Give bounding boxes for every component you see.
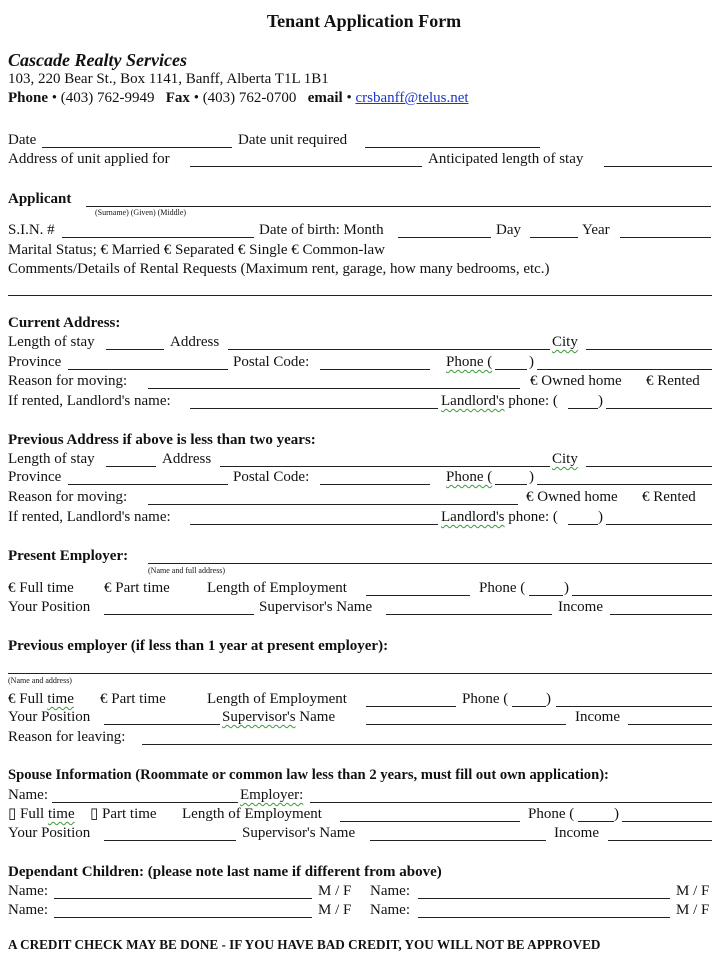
comments-label: Comments/Details of Rental Requests (Maximum rent, garage, how many bedrooms, etc.) <box>8 261 550 277</box>
spouse-income-label: Income <box>554 825 599 841</box>
current-landlord-phone-close: ) <box>598 393 603 409</box>
prev-employer-phone-label: Phone ( <box>462 691 509 707</box>
employer-length-field[interactable] <box>366 595 470 596</box>
child-2-name-field[interactable] <box>418 898 670 899</box>
prev-employer-reason-field[interactable] <box>142 744 712 745</box>
previous-city-label: City <box>552 451 578 467</box>
length-stay-field[interactable] <box>604 166 712 167</box>
address-unit-field[interactable] <box>190 166 422 167</box>
employer-full-time[interactable]: € Full time <box>8 580 74 596</box>
previous-phone-field[interactable] <box>537 484 712 485</box>
current-landlord-phone-field[interactable] <box>606 408 712 409</box>
employer-name-field[interactable] <box>148 563 712 564</box>
spouse-position-label: Your Position <box>8 825 91 841</box>
page-title: Tenant Application Form <box>266 11 462 31</box>
spouse-supervisor-field[interactable] <box>370 840 546 841</box>
child-3-name-label: Name: <box>8 902 48 918</box>
email-link[interactable]: crsbanff@telus.net <box>355 90 469 106</box>
spouse-employer-field[interactable] <box>310 802 712 803</box>
child-2-gender[interactable]: M / F <box>676 883 710 899</box>
employer-supervisor-label: Supervisor's Name <box>259 599 373 615</box>
dob-day-field[interactable] <box>530 237 578 238</box>
prev-employer-name-field[interactable] <box>8 673 712 674</box>
prev-employer-length-label: Length of Employment <box>207 691 347 707</box>
credit-check-notice: A CREDIT CHECK MAY BE DONE - IF YOU HAVE BAD CREDIT, YOU WILL NOT BE APPROVED <box>8 937 601 952</box>
current-city-label: City <box>552 334 578 350</box>
company-address: 103, 220 Bear St., Box 1141, Banff, Alberta T1L 1B1 <box>8 71 329 87</box>
spouse-heading: Spouse Information (Roommate or common law less than 2 years, must fill out own application): <box>8 767 609 783</box>
comments-field[interactable] <box>8 295 712 296</box>
dob-month-label: Date of birth: Month <box>259 222 384 238</box>
spouse-phone-area[interactable] <box>578 821 614 822</box>
applicant-name-field[interactable] <box>86 206 711 207</box>
previous-rented-option[interactable]: € Rented <box>642 489 696 505</box>
previous-reason-field[interactable] <box>148 504 518 505</box>
previous-landlord-phone-label: Landlord's phone: ( <box>441 509 558 525</box>
fax-label: Fax <box>165 90 190 106</box>
previous-length-field[interactable] <box>106 466 156 467</box>
sin-label: S.I.N. # <box>8 222 55 238</box>
prev-employer-income-label: Income <box>575 709 620 725</box>
prev-employer-hint: (Name and address) <box>8 676 72 685</box>
applicant-name-hint: (Surname) (Given) (Middle) <box>95 208 187 217</box>
previous-address-field[interactable] <box>220 466 550 467</box>
company-contact <box>8 91 469 106</box>
employer-phone-area[interactable] <box>529 595 563 596</box>
current-phone-field[interactable] <box>537 369 712 370</box>
current-phone-close: ) <box>529 354 534 370</box>
employer-position-label: Your Position <box>8 599 91 615</box>
previous-phone-area[interactable] <box>495 484 527 485</box>
previous-owned-option[interactable]: € Owned home <box>526 489 618 505</box>
employer-income-field[interactable] <box>610 614 712 615</box>
current-phone-area[interactable] <box>495 369 527 370</box>
date-field[interactable] <box>42 147 232 148</box>
current-reason-label: Reason for moving: <box>8 373 128 389</box>
current-landlord-phone-label: Landlord's phone: ( <box>441 393 558 409</box>
spouse-length-field[interactable] <box>340 821 520 822</box>
previous-phone-label: Phone ( <box>446 469 493 485</box>
child-1-name-field[interactable] <box>54 898 312 899</box>
prev-employer-heading: Previous employer (if less than 1 year at present employer): <box>8 638 389 654</box>
email-bullet: • <box>346 90 352 106</box>
current-reason-field[interactable] <box>148 388 520 389</box>
previous-address-heading: Previous Address if above is less than two years: <box>8 432 316 448</box>
child-4-name-label: Name: <box>370 902 410 918</box>
prev-employer-supervisor-field[interactable] <box>366 724 566 725</box>
date-unit-field[interactable] <box>365 147 540 148</box>
current-landlord-field[interactable] <box>190 408 438 409</box>
child-1-name-label: Name: <box>8 883 48 899</box>
sin-field[interactable] <box>62 237 254 238</box>
child-4-gender[interactable]: M / F <box>676 902 710 918</box>
previous-province-field[interactable] <box>68 484 228 485</box>
applicant-heading: Applicant <box>8 191 72 207</box>
child-1-gender[interactable]: M / F <box>318 883 352 899</box>
spouse-length-label: Length of Employment <box>182 806 322 822</box>
previous-length-label: Length of stay <box>8 451 95 467</box>
length-stay-label: Anticipated length of stay <box>428 151 584 167</box>
previous-landlord-phone-close: ) <box>598 509 603 525</box>
dob-year-field[interactable] <box>620 237 711 238</box>
spouse-employer-label: Employer: <box>240 787 304 803</box>
spouse-name-label: Name: <box>8 787 48 803</box>
prev-employer-reason-label: Reason for leaving: <box>8 729 126 745</box>
current-province-field[interactable] <box>68 369 228 370</box>
child-3-gender[interactable]: M / F <box>318 902 352 918</box>
spouse-part-time[interactable]: ▯ Part time <box>90 806 157 822</box>
date-unit-label: Date unit required <box>238 132 348 148</box>
current-postal-field[interactable] <box>320 369 430 370</box>
previous-landlord-phone-field[interactable] <box>606 524 712 525</box>
phone-label: Phone <box>8 90 49 106</box>
children-heading: Dependant Children: (please note last name if different from above) <box>8 864 442 880</box>
current-city-field[interactable] <box>586 349 712 350</box>
current-landlord-label: If rented, Landlord's name: <box>8 393 171 409</box>
prev-employer-full-time[interactable]: € Full time <box>8 691 74 707</box>
spouse-name-field[interactable] <box>52 802 238 803</box>
employer-heading: Present Employer: <box>8 548 129 564</box>
previous-landlord-field[interactable] <box>190 524 438 525</box>
employer-phone-label: Phone ( <box>479 580 526 596</box>
company-name: Cascade Realty Services <box>8 50 187 70</box>
dob-month-field[interactable] <box>398 237 491 238</box>
current-address-heading: Current Address: <box>8 315 121 331</box>
marital-status[interactable]: Marital Status; € Married € Separated € Single € Common-law <box>8 242 386 258</box>
employer-part-time[interactable]: € Part time <box>104 580 170 596</box>
child-3-name-field[interactable] <box>54 917 312 918</box>
child-4-name-field[interactable] <box>418 917 670 918</box>
prev-employer-length-field[interactable] <box>366 706 456 707</box>
previous-postal-label: Postal Code: <box>233 469 310 485</box>
spouse-supervisor-label: Supervisor's Name <box>242 825 356 841</box>
prev-employer-position-field[interactable] <box>104 724 220 725</box>
employer-phone-close: ) <box>564 580 569 596</box>
current-address-label: Address <box>170 334 220 350</box>
spouse-phone-close: ) <box>614 806 619 822</box>
employer-hint: (Name and full address) <box>148 566 226 575</box>
prev-employer-position-label: Your Position <box>8 709 91 725</box>
spouse-phone-field[interactable] <box>622 821 712 822</box>
previous-postal-field[interactable] <box>320 484 430 485</box>
current-phone-label: Phone ( <box>446 354 493 370</box>
prev-employer-supervisor-label: Supervisor's Name <box>222 709 336 725</box>
current-landlord-phone-area[interactable] <box>568 408 598 409</box>
previous-province-label: Province <box>8 469 62 485</box>
prev-employer-income-field[interactable] <box>628 724 712 725</box>
spouse-position-field[interactable] <box>104 840 236 841</box>
spouse-phone-label: Phone ( <box>528 806 575 822</box>
current-length-label: Length of stay <box>8 334 95 350</box>
spouse-income-field[interactable] <box>608 840 712 841</box>
dob-day-label: Day <box>496 222 521 238</box>
address-unit-label: Address of unit applied for <box>8 151 170 167</box>
current-postal-label: Postal Code: <box>233 354 310 370</box>
current-province-label: Province <box>8 354 62 370</box>
dob-year-label: Year <box>582 222 610 238</box>
date-label: Date <box>8 132 37 148</box>
prev-employer-phone-area[interactable] <box>512 706 546 707</box>
employer-phone-field[interactable] <box>572 595 712 596</box>
employer-position-field[interactable] <box>104 614 254 615</box>
current-length-field[interactable] <box>106 349 164 350</box>
fax-value: • (403) 762-0700 <box>193 90 297 106</box>
child-2-name-label: Name: <box>370 883 410 899</box>
current-rented-option[interactable]: € Rented <box>646 373 700 389</box>
previous-landlord-phone-area[interactable] <box>568 524 598 525</box>
previous-landlord-label: If rented, Landlord's name: <box>8 509 171 525</box>
phone-value: • (403) 762-9949 <box>51 90 155 106</box>
prev-employer-phone-close: ) <box>546 691 551 707</box>
employer-supervisor-field[interactable] <box>386 614 552 615</box>
current-address-field[interactable] <box>228 349 550 350</box>
employer-income-label: Income <box>558 599 603 615</box>
previous-phone-close: ) <box>529 469 534 485</box>
email-label: email <box>307 90 343 106</box>
spouse-full-time[interactable]: ▯ Full time <box>8 806 75 822</box>
previous-reason-label: Reason for moving: <box>8 489 128 505</box>
prev-employer-part-time[interactable]: € Part time <box>100 691 166 707</box>
prev-employer-phone-field[interactable] <box>556 706 712 707</box>
previous-city-field[interactable] <box>586 466 712 467</box>
current-owned-option[interactable]: € Owned home <box>530 373 622 389</box>
employer-length-label: Length of Employment <box>207 580 347 596</box>
previous-address-label: Address <box>162 451 212 467</box>
